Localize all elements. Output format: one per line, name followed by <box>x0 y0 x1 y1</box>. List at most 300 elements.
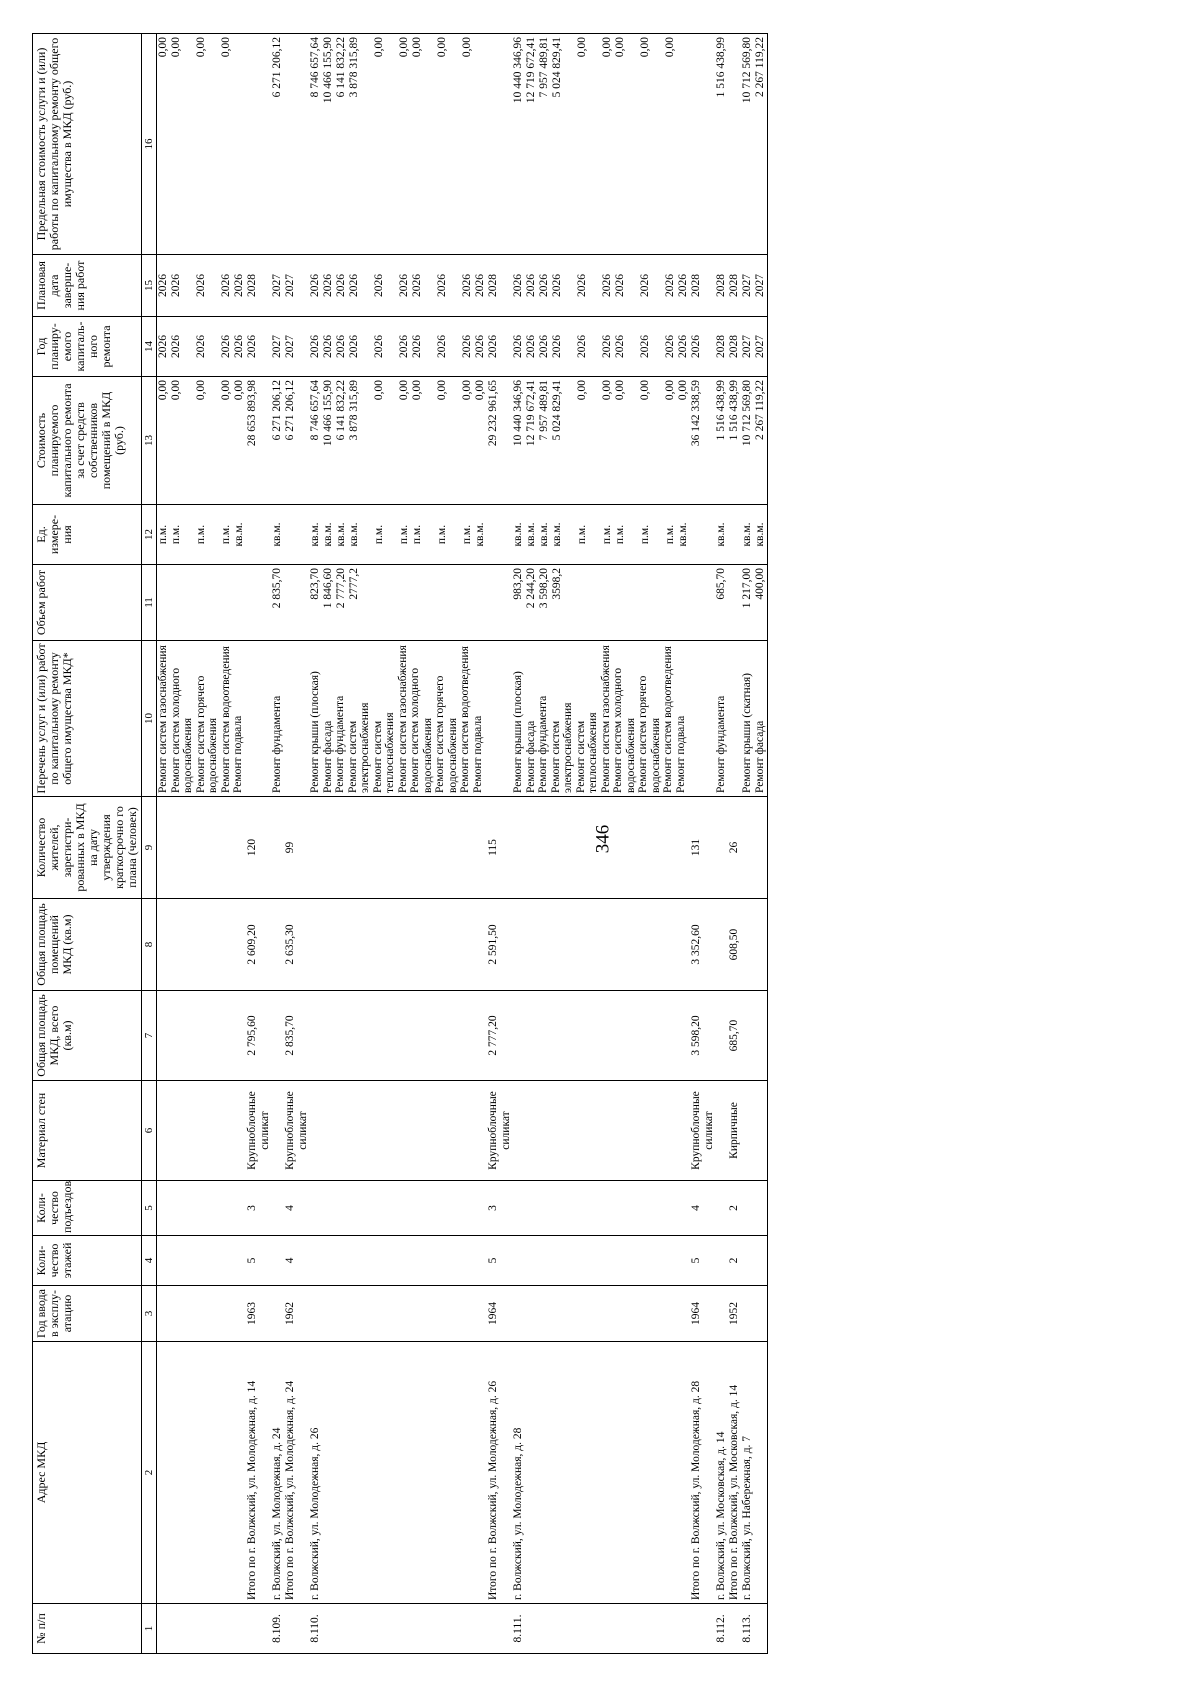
area-total-cell <box>741 991 768 1081</box>
cell-line: 0,00 <box>398 37 410 58</box>
table-body <box>157 34 768 1654</box>
cell-line <box>246 644 259 793</box>
area-rooms-cell <box>271 899 284 991</box>
volume-cell <box>715 565 728 641</box>
cell-line: 10 712 569,80 <box>741 380 753 447</box>
cell-line: 2026 <box>614 335 626 358</box>
cell-line <box>487 568 500 637</box>
cell-line: 0,00 <box>373 37 385 58</box>
cell-line: п.м. <box>170 524 182 545</box>
residents-cell <box>157 797 247 899</box>
row-number <box>246 1604 271 1654</box>
cell-line <box>246 568 259 637</box>
cell-line: 2026 <box>474 274 486 297</box>
area-rooms-cell: 608,50 <box>728 899 741 991</box>
rotated-page <box>32 34 1200 1654</box>
residents-cell <box>271 797 284 899</box>
cell-line: 2027 <box>271 274 283 297</box>
table-row <box>715 34 728 1654</box>
cell-line: кв.м. <box>309 522 321 547</box>
floors-cell <box>309 1236 487 1286</box>
residents-cell <box>741 797 768 899</box>
cell-line: 2027 <box>284 274 296 297</box>
cell-line: 2026 <box>322 274 334 297</box>
entrances-cell: 3 <box>487 1181 512 1236</box>
address-cell: г. Волжский, ул. Московская, д. 14 <box>715 1342 728 1604</box>
cell-line: 2026 <box>348 274 360 297</box>
cell-line: Ремонт фасада <box>321 720 334 793</box>
area-total-cell <box>157 991 247 1081</box>
cell-line <box>284 37 297 251</box>
plan-year-cell <box>741 317 768 377</box>
column-number: 8 <box>142 899 157 991</box>
table-row <box>309 34 487 1654</box>
column-number: 11 <box>142 565 157 641</box>
cell-line: 2027 <box>741 274 753 297</box>
cell-line: 0,00 <box>220 380 232 401</box>
entrances-cell: 4 <box>284 1181 309 1236</box>
residents-cell <box>512 797 690 899</box>
cell-line: кв.м. <box>715 522 727 547</box>
cell-line: 2026 <box>322 335 334 358</box>
cost-cell <box>271 377 284 505</box>
limit-cost-cell <box>741 34 768 255</box>
works-cell <box>157 641 247 797</box>
cell-line: 2 244,20 <box>525 568 537 609</box>
column-header: Объем работ <box>33 565 142 641</box>
residents-cell: 99 <box>284 797 309 899</box>
material-cell: Крупноблочные силикат <box>284 1081 309 1181</box>
cost-cell <box>728 377 741 505</box>
cell-line: Ремонт систем холодного водоснабжения <box>169 667 194 793</box>
cell-line: 2026 <box>487 335 499 358</box>
column-header: Год планиру-емого капиталь-ного ремонта <box>33 317 142 377</box>
cell-line <box>411 568 436 637</box>
floors-cell <box>271 1236 284 1286</box>
cell-line: 2026 <box>411 274 423 297</box>
column-number: 12 <box>142 505 157 565</box>
cell-line <box>436 568 461 637</box>
cell-line: 3 878 315,89 <box>348 380 360 441</box>
header-row <box>33 34 142 1654</box>
limit-cost-cell <box>157 34 247 255</box>
end-date-cell <box>741 255 768 317</box>
cell-line: 0,00 <box>474 380 486 401</box>
cell-line: 2026 <box>170 335 182 358</box>
cell-line: 2026 <box>233 274 245 297</box>
column-number: 2 <box>142 1342 157 1604</box>
cell-line <box>233 568 246 637</box>
material-cell <box>309 1081 487 1181</box>
column-number: 10 <box>142 641 157 797</box>
column-header: Общая площадь помещений МКД (кв.м) <box>33 899 142 991</box>
limit-cost-cell <box>246 34 271 255</box>
year-cell: 1964 <box>690 1286 715 1342</box>
cell-line: Ремонт систем горячего водоснабжения <box>434 675 459 793</box>
row-number <box>690 1604 715 1654</box>
cell-line <box>195 568 220 637</box>
cell-line: 3 598,20 <box>538 568 550 609</box>
limit-cost-cell <box>512 34 690 255</box>
cell-line: 0,00 <box>195 37 207 58</box>
column-header: Предельная стоимость услуги и (или) работы по капитальному ремонту общего имущества в МКД (руб.) <box>33 34 142 255</box>
volume-cell <box>309 565 487 641</box>
end-date-cell <box>284 255 309 317</box>
cell-line: 2026 <box>348 335 360 358</box>
cell-line <box>690 508 703 561</box>
column-header: Материал стен <box>33 1081 142 1181</box>
cell-line: 29 232 961,65 <box>487 380 499 447</box>
cell-line: 3 878 315,89 <box>348 37 360 98</box>
cell-line: Ремонт систем холодного водоснабжения <box>409 667 434 793</box>
column-header: Коли-чество подъездов <box>33 1181 142 1236</box>
cell-line: 2 267 119,22 <box>754 380 766 440</box>
cell-line: 2026 <box>411 335 423 358</box>
plan-year-cell <box>690 317 715 377</box>
row-number: 8.113. <box>741 1604 768 1654</box>
address-cell: Итого по г. Волжский, ул. Молодежная, д. 14 <box>246 1342 271 1604</box>
works-cell <box>284 641 309 797</box>
cell-line: 2026 <box>664 274 676 297</box>
cell-line: Ремонт систем теплоснабжения <box>574 712 599 793</box>
end-date-cell <box>309 255 487 317</box>
cost-cell <box>512 377 690 505</box>
plan-year-cell <box>271 317 284 377</box>
year-cell: 1962 <box>284 1286 309 1342</box>
cell-line <box>614 568 639 637</box>
volume-cell <box>741 565 768 641</box>
cell-line: 0,00 <box>639 380 651 401</box>
cell-line: 983,20 <box>512 568 524 600</box>
unit-cell <box>309 505 487 565</box>
address-cell: г. Волжский, ул. Молодежная, д. 26 <box>309 1342 487 1604</box>
end-date-cell <box>728 255 741 317</box>
cell-line: 8 746 657,64 <box>309 37 321 98</box>
cell-line: Ремонт фасада <box>753 720 766 793</box>
column-header: Стоимость планируемого капитального ремонта за счет средств собственников помещений в МКД (руб.) <box>33 377 142 505</box>
cell-line: 0,00 <box>436 37 448 58</box>
cell-line: 823,70 <box>309 568 321 600</box>
cell-line: Ремонт фасада <box>524 720 537 793</box>
cell-line: 1 516 438,99 <box>728 380 740 441</box>
cell-line: 2026 <box>525 335 537 358</box>
end-date-cell <box>512 255 690 317</box>
cell-line: 2026 <box>157 335 169 358</box>
cell-line: кв.м. <box>538 522 550 547</box>
area-rooms-cell: 2 591,50 <box>487 899 512 991</box>
cost-cell <box>284 377 309 505</box>
cell-line: Ремонт систем водоотведения <box>662 646 674 793</box>
cell-line: 7 957 489,81 <box>538 380 550 441</box>
floors-cell: 5 <box>246 1236 271 1286</box>
cell-line: п.м. <box>373 524 385 545</box>
area-rooms-cell <box>741 899 768 991</box>
cell-line: п.м. <box>436 524 448 545</box>
cell-line <box>677 37 690 251</box>
cell-line: 6 141 832,22 <box>335 37 347 98</box>
cell-line <box>487 508 500 561</box>
cell-line <box>284 508 297 561</box>
cell-line: 2026 <box>335 274 347 297</box>
residents-cell <box>309 797 487 899</box>
volume-cell <box>487 565 512 641</box>
cell-line: 2026 <box>398 335 410 358</box>
end-date-cell <box>715 255 728 317</box>
cell-line: 2028 <box>728 335 740 358</box>
cell-line: 2027 <box>284 335 296 358</box>
cell-line <box>639 568 664 637</box>
entrances-cell <box>157 1181 247 1236</box>
cell-line: 2026 <box>373 335 385 358</box>
cell-line: 2026 <box>690 335 702 358</box>
table-row <box>728 34 741 1654</box>
column-number: 13 <box>142 377 157 505</box>
unit-cell <box>157 505 247 565</box>
page-number: 346 <box>592 824 614 854</box>
cell-line: Ремонт систем водоотведения <box>459 646 471 793</box>
end-date-cell <box>487 255 512 317</box>
column-number: 14 <box>142 317 157 377</box>
cell-line: 2026 <box>664 335 676 358</box>
cell-line <box>677 568 690 637</box>
works-cell <box>487 641 512 797</box>
floors-cell: 5 <box>487 1236 512 1286</box>
cell-line: кв.м. <box>233 522 245 547</box>
cell-line: п.м. <box>664 524 676 545</box>
cell-line <box>487 37 500 251</box>
floors-cell: 4 <box>284 1236 309 1286</box>
cell-line: кв.м. <box>271 522 283 547</box>
cell-line: 0,00 <box>677 380 689 401</box>
entrances-cell: 2 <box>728 1181 741 1236</box>
material-cell: Крупноблочные силикат <box>246 1081 271 1181</box>
limit-cost-cell <box>271 34 284 255</box>
table-row <box>157 34 247 1654</box>
volume-cell <box>284 565 309 641</box>
cell-line: кв.м. <box>754 522 766 547</box>
column-number: 5 <box>142 1181 157 1236</box>
material-cell <box>512 1081 690 1181</box>
material-cell <box>715 1081 728 1181</box>
column-number: 15 <box>142 255 157 317</box>
cell-line: 2026 <box>335 335 347 358</box>
address-cell: г. Волжский, ул. Набережная, д. 7 <box>741 1342 768 1604</box>
column-number-row <box>142 34 157 1654</box>
cost-cell <box>690 377 715 505</box>
cell-line: Ремонт фундамента <box>334 695 346 793</box>
cell-line: кв.м. <box>551 522 563 547</box>
cell-line: 3598,2 <box>551 568 563 600</box>
cell-line: Ремонт подвала <box>471 715 484 793</box>
area-total-cell: 3 598,20 <box>690 991 715 1081</box>
table-row <box>512 34 690 1654</box>
works-cell <box>271 641 284 797</box>
cell-line <box>728 37 741 251</box>
residents-cell: 26 <box>728 797 741 899</box>
cell-line <box>601 568 614 637</box>
cell-line: 0,00 <box>220 37 232 58</box>
cell-line: 2026 <box>436 274 448 297</box>
area-total-cell: 2 835,70 <box>284 991 309 1081</box>
year-cell <box>157 1286 247 1342</box>
works-cell <box>246 641 271 797</box>
row-number: 8.112. <box>715 1604 728 1654</box>
unit-cell <box>728 505 741 565</box>
limit-cost-cell <box>690 34 715 255</box>
year-cell <box>512 1286 690 1342</box>
cell-line: 10 440 346,96 <box>512 380 524 447</box>
volume-cell <box>246 565 271 641</box>
cell-line: 2026 <box>512 335 524 358</box>
cell-line: п.м. <box>614 524 626 545</box>
area-total-cell <box>512 991 690 1081</box>
unit-cell <box>487 505 512 565</box>
cell-line <box>576 568 601 637</box>
works-cell <box>690 641 715 797</box>
volume-cell <box>271 565 284 641</box>
year-cell: 1952 <box>728 1286 741 1342</box>
cell-line: 2026 <box>195 274 207 297</box>
cell-line: 2026 <box>639 335 651 358</box>
cell-line <box>474 37 487 251</box>
area-rooms-cell: 2 609,20 <box>246 899 271 991</box>
cell-line: 2028 <box>246 274 258 297</box>
cell-line: Ремонт систем газоснабжения <box>157 645 169 793</box>
plan-year-cell <box>512 317 690 377</box>
cell-line: 2026 <box>677 335 689 358</box>
cell-line: 6 271 206,12 <box>284 380 296 441</box>
row-number: 8.111. <box>512 1604 690 1654</box>
works-cell <box>741 641 768 797</box>
entrances-cell <box>512 1181 690 1236</box>
cell-line: 2027 <box>754 274 766 297</box>
works-cell <box>728 641 741 797</box>
cell-line <box>690 644 703 793</box>
end-date-cell <box>271 255 284 317</box>
cell-line: 2028 <box>728 274 740 297</box>
limit-cost-cell <box>728 34 741 255</box>
cell-line: 2026 <box>525 274 537 297</box>
row-number: 8.109. <box>271 1604 284 1654</box>
end-date-cell <box>690 255 715 317</box>
area-rooms-cell <box>512 899 690 991</box>
column-header: Общая площадь МКД, всего (кв.м) <box>33 991 142 1081</box>
residents-cell: 131 <box>690 797 715 899</box>
cell-line: Ремонт систем горячего водоснабжения <box>637 675 662 793</box>
cell-line: 2026 <box>461 335 473 358</box>
entrances-cell: 3 <box>246 1181 271 1236</box>
volume-cell <box>512 565 690 641</box>
cell-line: 2026 <box>512 274 524 297</box>
cell-line: кв.м. <box>335 522 347 547</box>
repair-plan-table <box>32 33 768 1654</box>
unit-cell <box>271 505 284 565</box>
year-cell <box>271 1286 284 1342</box>
cell-line: Ремонт систем водоотведения <box>219 646 232 793</box>
cell-line: Ремонт фундамента <box>537 695 549 793</box>
cell-line: 0,00 <box>614 380 626 401</box>
material-cell <box>157 1081 247 1181</box>
unit-cell <box>690 505 715 565</box>
cell-line: 2026 <box>170 274 182 297</box>
cell-line <box>157 568 170 637</box>
cell-line <box>398 568 411 637</box>
cell-line: 2026 <box>220 335 232 358</box>
cell-line: Ремонт фундамента <box>715 695 727 793</box>
address-cell: Итого по г. Волжский, ул. Молодежная, д. 24 <box>284 1342 309 1604</box>
cell-line: 10 466 155,90 <box>322 37 334 104</box>
year-cell <box>741 1286 768 1342</box>
column-number: 16 <box>142 34 157 255</box>
floors-cell <box>741 1236 768 1286</box>
cell-line: Ремонт систем холодного водоснабжения <box>612 667 637 793</box>
column-number: 7 <box>142 991 157 1081</box>
row-number <box>157 1604 247 1654</box>
cell-line: кв.м. <box>322 522 334 547</box>
area-total-cell: 2 777,20 <box>487 991 512 1081</box>
column-number: 9 <box>142 797 157 899</box>
cell-line: Ремонт крыши (плоская) <box>309 671 321 793</box>
cell-line: 8 746 657,64 <box>309 380 321 441</box>
unit-cell <box>246 505 271 565</box>
cell-line: Ремонт систем теплоснабжения <box>371 712 396 793</box>
table-row <box>271 34 284 1654</box>
cell-line: Ремонт подвала <box>674 715 687 793</box>
cell-line <box>461 568 474 637</box>
cell-line: кв.м. <box>512 522 524 547</box>
area-total-cell: 2 795,60 <box>246 991 271 1081</box>
cell-line: 2 267 119,22 <box>754 37 766 97</box>
cell-line: 2026 <box>576 274 588 297</box>
cell-line: 2028 <box>690 274 702 297</box>
cell-line <box>284 644 297 793</box>
limit-cost-cell <box>487 34 512 255</box>
cell-line <box>170 568 195 637</box>
cell-line: п.м. <box>411 524 423 545</box>
year-cell: 1963 <box>246 1286 271 1342</box>
column-header: Плановая дата заверше-ния работ <box>33 255 142 317</box>
column-number: 1 <box>142 1604 157 1654</box>
column-header: Коли-чество этажей <box>33 1236 142 1286</box>
cell-line: 6 271 206,12 <box>271 37 283 98</box>
cell-line: 12 719 672,41 <box>525 37 537 104</box>
cell-line: кв.м. <box>677 522 689 547</box>
cell-line: 1 516 438,99 <box>715 380 727 441</box>
cell-line: 2026 <box>474 335 486 358</box>
cell-line: Ремонт систем газоснабжения <box>396 645 409 793</box>
address-cell: г. Волжский, ул. Молодежная, д. 28 <box>512 1342 690 1604</box>
cell-line: 2027 <box>754 335 766 358</box>
cell-line: п.м. <box>639 524 651 545</box>
floors-cell <box>715 1236 728 1286</box>
entrances-cell <box>715 1181 728 1236</box>
cell-line <box>284 568 297 637</box>
table-row <box>690 34 715 1654</box>
cell-line: 0,00 <box>601 37 613 58</box>
cell-line: 2027 <box>741 335 753 358</box>
cell-line: 1 217,00 <box>741 568 753 609</box>
cell-line: 0,00 <box>436 380 448 401</box>
floors-cell: 5 <box>690 1236 715 1286</box>
cell-line: 5 024 829,41 <box>551 380 563 441</box>
cell-line <box>487 644 500 793</box>
entrances-cell <box>271 1181 284 1236</box>
cell-line: 2028 <box>715 335 727 358</box>
area-total-cell <box>309 991 487 1081</box>
cost-cell <box>309 377 487 505</box>
cell-line: 0,00 <box>664 380 676 401</box>
cell-line: 0,00 <box>664 37 676 58</box>
